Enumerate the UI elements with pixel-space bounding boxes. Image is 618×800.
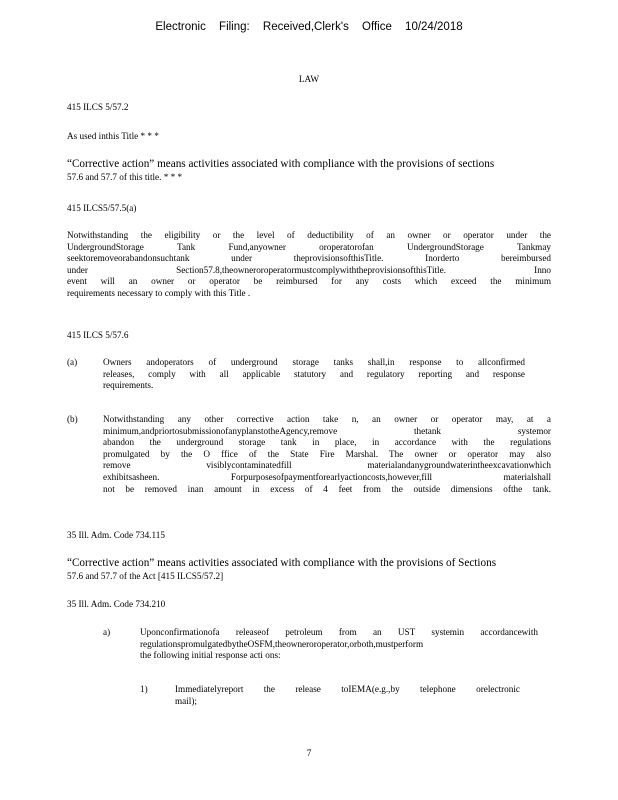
law-heading: LAW	[298, 74, 320, 84]
subsection-1-text	[175, 684, 520, 707]
definition-2-line-1: “Corrective action” means activities associated with compliance with the provisions of Sections	[67, 557, 497, 569]
page-number: 7	[306, 748, 312, 758]
corrective-action-definition-2	[67, 557, 551, 582]
item-b-line: remove visiblycontaminatedfill materialandanygroundwaterintheexcavationwhich	[103, 460, 551, 471]
item-a-label: (a)	[67, 357, 78, 367]
citation-35-iac-734-210: 35 Ill. Adm. Code 734.210	[67, 599, 166, 609]
item-a-line: releases, comply with all applicable statutory and regulatory reporting and response	[103, 368, 525, 379]
paragraph-line: UndergroundStorage Tank Fund,anyowner oroperatorofan UndergroundStorage Tankmay	[67, 241, 551, 252]
item-b-line: abandon the underground storage tank in place, in accordance with the regulations	[103, 437, 551, 448]
item-b-line: promulgated by the O ffice of the State Fire Marshal. The owner or operator may also	[103, 448, 551, 459]
subsection-a-line: the following initial response acti ons:	[140, 650, 281, 661]
definition-1-line-2: 57.6 and 57.7 of this title. * * *	[67, 171, 183, 182]
item-b-label: (b)	[67, 414, 78, 424]
citation-35-iac-734-115: 35 Ill. Adm. Code 734.115	[67, 530, 165, 540]
subsection-1-line: mail);	[175, 695, 197, 706]
notwithstanding-paragraph	[67, 230, 551, 300]
subsection-1-label: 1)	[140, 684, 148, 694]
item-b-line: not be removed inan amount in excess of 4 feet from the outside dimensions ofthe tank.	[103, 483, 551, 494]
subsection-a-label: a)	[103, 627, 111, 637]
item-a-line: requirements.	[103, 380, 154, 391]
corrective-action-definition-1	[67, 158, 551, 183]
item-b-line: exhibitsasheen. Forpurposesofpaymentforearlyactioncosts,however,fill materialshall	[103, 471, 551, 482]
paragraph-line: Notwithstanding the eligibility or the level of deductibility of an owner or operator under the	[67, 230, 551, 240]
item-a-text	[103, 357, 525, 392]
paragraph-line: requirements necessary to comply with this Title .	[67, 287, 251, 298]
item-a-line: Owners andoperators of underground storage tanks shall,in response to allconfirmed	[103, 357, 525, 367]
item-b-line: Notwithstanding any other corrective action take n, an owner or operator may, at a	[103, 414, 551, 424]
definition-2-line-2: 57.6 and 57.7 of the Act [415 ILCS5/57.2]	[67, 570, 224, 581]
subsection-1-line: Immediatelyreport the release toIEMA(e.g.,by telephone orelectronic	[175, 684, 520, 694]
citation-415-ilcs-57-5a: 415 ILCS5/57.5(a)	[67, 203, 137, 213]
paragraph-line: event will an owner or operator be reimbursed for any costs which exceed the minimum	[67, 276, 551, 287]
filing-header: Electronic Filing: Received,Clerk's Office 10/24/2018	[155, 21, 463, 33]
as-used-paragraph: As used inthis Title * * *	[67, 131, 159, 141]
paragraph-line: under Section57.8,theowneroroperatormustcomplywiththeprovisionsofthisTitle. Inno	[67, 264, 551, 275]
citation-415-ilcs-57-2: 415 ILCS 5/57.2	[67, 102, 129, 112]
item-b-line: minimum,andpriortosubmissionofanyplanstotheAgency,remove thetank systemor	[103, 425, 551, 436]
subsection-a-text	[140, 627, 538, 662]
paragraph-line: seektoremoveorabandonsuchtank under theprovisionsofthisTitle. Inorderto bereimbursed	[67, 253, 551, 264]
citation-415-ilcs-57-6: 415 ILCS 5/57.6	[67, 330, 129, 340]
subsection-a-line: regulationspromulgatedbytheOSFM,theowneroroperator,orboth,mustperform	[140, 638, 424, 649]
definition-1-line-1: “Corrective action” means activities associated with compliance with the provisions of sections	[67, 158, 495, 170]
item-b-text	[103, 414, 551, 495]
subsection-a-line: Uponconfirmationofa releaseof petroleum from an UST systemin accordancewith	[140, 627, 538, 637]
